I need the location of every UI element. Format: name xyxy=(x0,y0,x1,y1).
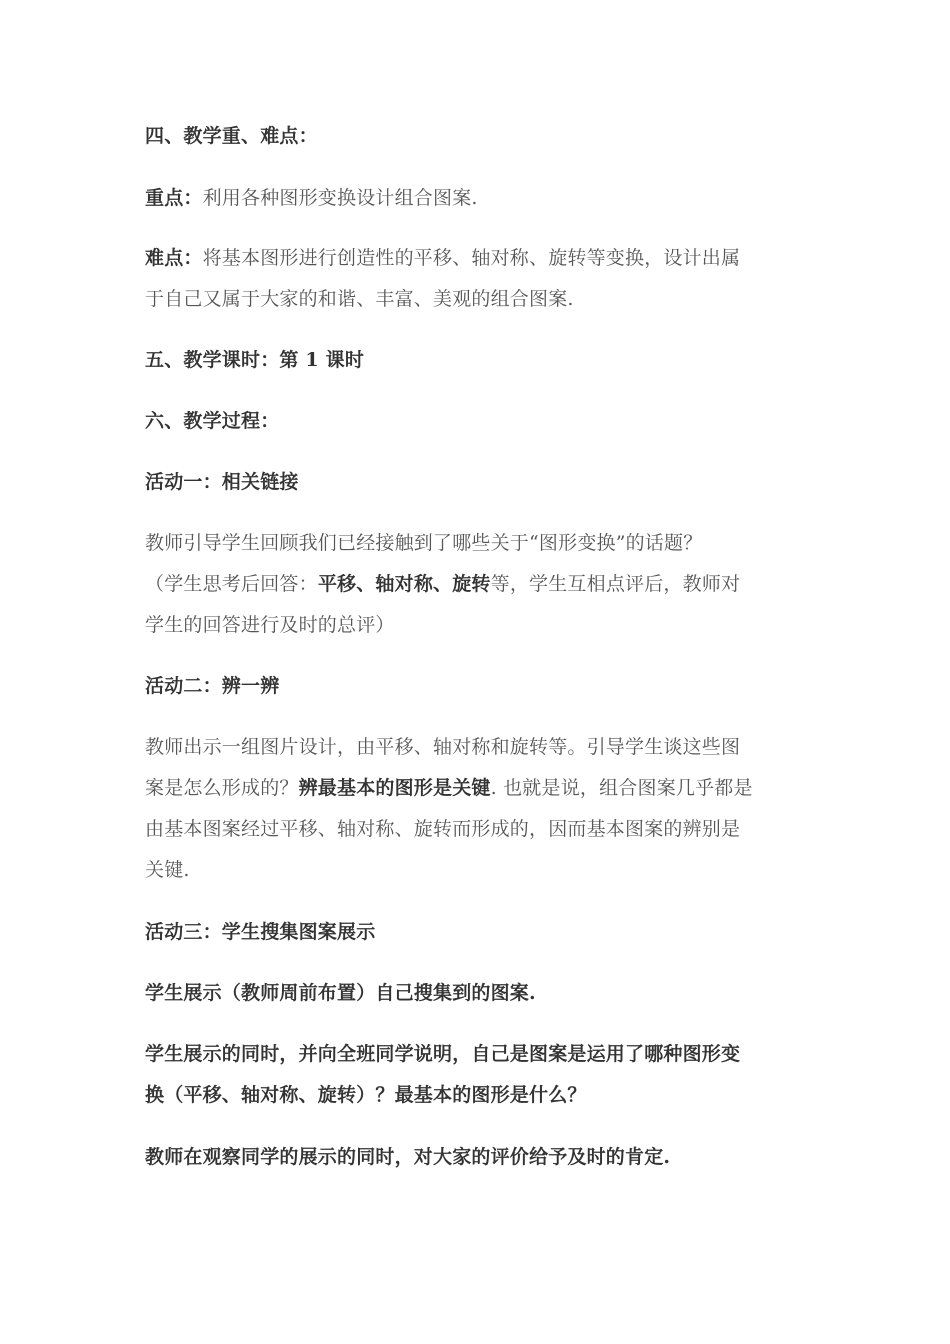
process-heading xyxy=(145,401,805,442)
activity2-line-2-a: 案是怎么形成的？ xyxy=(145,777,299,799)
activity3-paragraph-3 xyxy=(145,1137,805,1178)
key-points-heading-text: 四、教学重、难点： xyxy=(145,125,318,147)
activity1-heading-text: 活动一：相关链接 xyxy=(145,471,299,493)
activity1-line-2-b: 等，学生互相点评后，教师对 xyxy=(490,573,741,595)
activity1-line-2-bold: 平移、轴对称、旋转 xyxy=(317,573,491,595)
focus-label: 重点： xyxy=(145,187,203,209)
activity1-line-1: 教师引导学生回顾我们已经接触到了哪些关于“图形变换”的话题？ xyxy=(145,532,703,554)
activity2-line-2-bold: 辨最基本的图形是关键 xyxy=(298,777,491,799)
activity1-heading xyxy=(145,462,805,503)
activity3-p2-line-1: 学生展示的同时，并向全班同学说明，自己是图案是运用了哪种图形变 xyxy=(145,1043,741,1065)
activity3-p2-line-2: 换（平移、轴对称、旋转）？最基本的图形是什么？ xyxy=(145,1084,587,1106)
activity2-line-2-b: . 也就是说，组合图案几乎都是 xyxy=(490,777,753,799)
activity2-line-2 xyxy=(145,768,805,809)
activity3-p3-text: 教师在观察同学的展示的同时，对大家的评价给予及时的肯定. xyxy=(145,1146,671,1168)
difficulty-line-2: 于自己又属于大家的和谐、丰富、美观的组合图案. xyxy=(145,288,574,310)
activity3-heading xyxy=(145,912,805,953)
activity3-paragraph-2 xyxy=(145,1034,805,1116)
process-heading-text: 六、教学过程： xyxy=(145,410,280,432)
activity2-line-1: 教师出示一组图片设计，由平移、轴对称和旋转等。引导学生谈这些图 xyxy=(145,736,741,758)
hours-heading-text: 五、教学课时：第 1 课时 xyxy=(145,349,365,371)
activity2-paragraph xyxy=(145,727,805,891)
activity2-line-3: 由基本图案经过平移、轴对称、旋转而形成的，因而基本图案的辨别是 xyxy=(145,818,741,840)
focus-text: 利用各种图形变换设计组合图案. xyxy=(202,187,478,209)
activity2-heading xyxy=(145,666,805,707)
difficulty-line-1: 将基本图形进行创造性的平移、轴对称、旋转等变换，设计出属 xyxy=(202,247,741,269)
difficulty-paragraph xyxy=(145,238,805,320)
activity3-p1-text: 学生展示（教师周前布置）自己搜集到的图案. xyxy=(145,982,536,1004)
focus-paragraph xyxy=(145,178,805,219)
activity2-line-4: 关键. xyxy=(145,859,190,881)
key-points-heading xyxy=(145,116,805,157)
activity1-paragraph xyxy=(145,523,805,646)
activity3-heading-text: 活动三：学生搜集图案展示 xyxy=(145,921,376,943)
difficulty-label: 难点： xyxy=(145,247,203,269)
activity1-line-2-a: （学生思考后回答： xyxy=(145,573,318,595)
activity3-paragraph-1 xyxy=(145,973,805,1014)
hours-heading xyxy=(145,340,805,381)
activity1-line-3: 学生的回答进行及时的总评） xyxy=(145,614,395,636)
activity2-heading-text: 活动二：辨一辨 xyxy=(145,675,280,697)
activity1-line-2 xyxy=(145,564,805,605)
